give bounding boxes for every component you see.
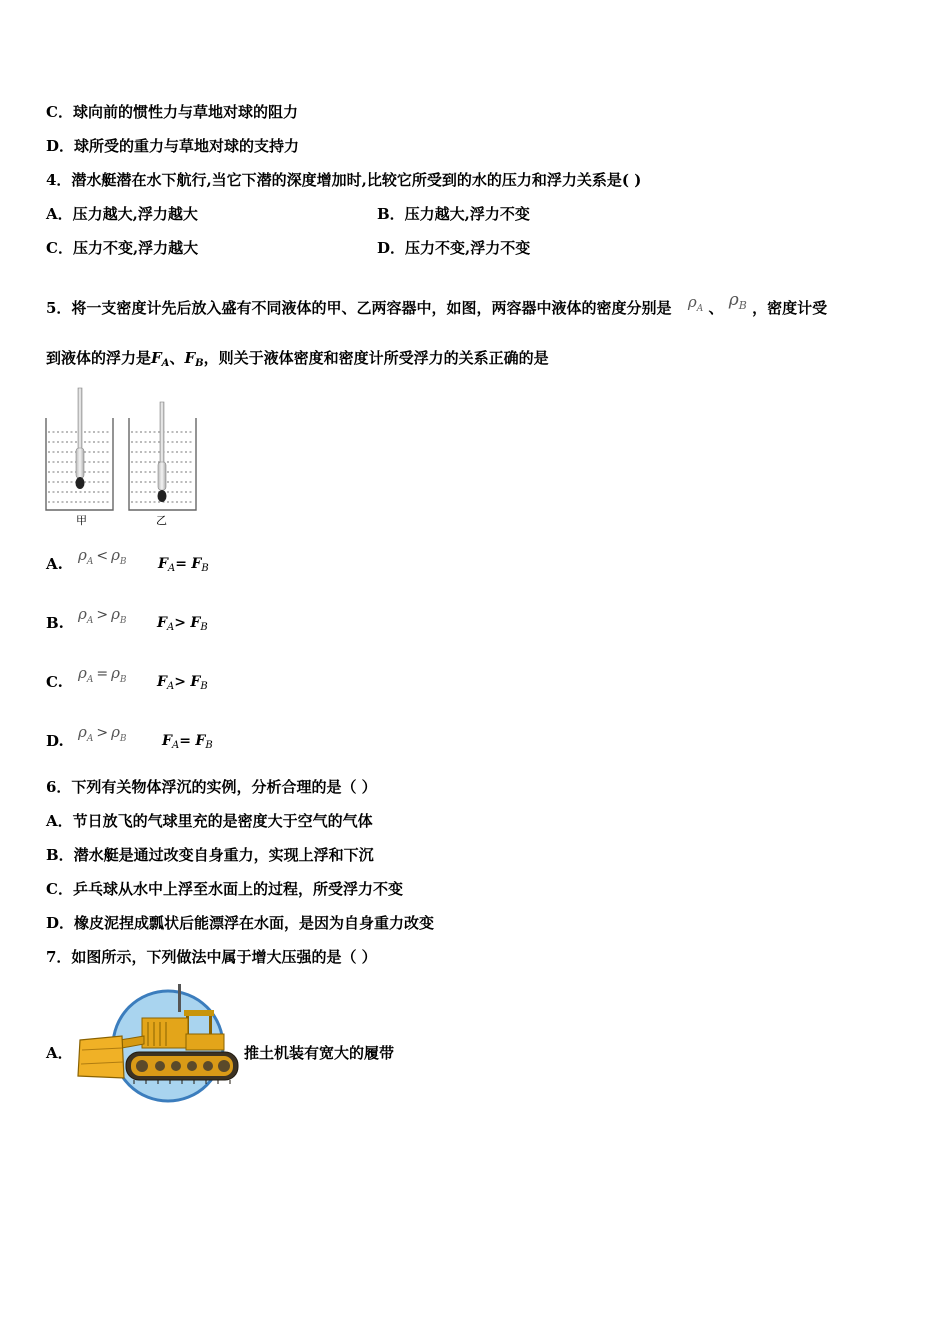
q4-stem: 4．潜水艇潜在水下航行,当它下潜的深度增加时,比较它所受到的水的压力和浮力关系是( ) (46, 171, 642, 189)
q5-stem-line2-mid: 、 (169, 349, 185, 367)
fig-label-right: 乙 (156, 514, 167, 527)
q6-option-a: A．节日放飞的气球里充的是密度大于空气的气体 (46, 812, 373, 830)
bulldozer-image (76, 980, 246, 1104)
q5-option-d-force-relation: $F_A= F_B$ (162, 733, 213, 751)
beaker-left (46, 388, 113, 510)
q4-option-d: D．压力不变,浮力不变 (377, 239, 531, 257)
q6-stem: 6．下列有关物体浮沉的实例，分析合理的是（ ） (46, 778, 377, 796)
q4-option-a: A．压力越大,浮力越大 (46, 205, 198, 223)
q5-stem-line1 (46, 290, 828, 325)
q6-option-c: C．乒乓球从水中上浮至水面上的过程，所受浮力不变 (46, 880, 403, 898)
q5-option-c-force-relation: $F_A> F_B$ (157, 674, 208, 692)
q7-option-a-text: 推土机装有宽大的履带 (244, 1044, 395, 1062)
q3-option-d: D．球所受的重力与草地对球的支持力 (46, 137, 300, 155)
q5-stem-tail: ，密度计受 (752, 299, 828, 317)
f-a-symbol: F (151, 349, 162, 367)
q5-option-a-force-relation: $F_A= F_B$ (158, 556, 209, 574)
q6-option-d: D．橡皮泥捏成瓢状后能漂浮在水面，是因为自身重力改变 (46, 914, 435, 932)
q3-option-c: C．球向前的惯性力与草地对球的阻力 (46, 103, 298, 121)
q5-option-d-label: D. (46, 732, 64, 750)
f-b-subscript: B (195, 358, 204, 369)
beaker-right (129, 402, 196, 510)
q5-separator: 、 (708, 299, 724, 317)
q4-option-b: B．压力越大,浮力不变 (377, 205, 530, 223)
q5-stem-text: 5．将一支密度计先后放入盛有不同液体的甲、乙两容器中，如图，两容器中液体的密度分别是 (46, 299, 672, 317)
f-a-subscript: A (161, 358, 170, 369)
q4-option-c: C．压力不变,浮力越大 (46, 239, 199, 257)
q5-option-a-rho-relation: $\rho_A < \rho_B$ (78, 546, 127, 567)
q7-stem: 7．如图所示，下列做法中属于增大压强的是（ ） (46, 948, 377, 966)
q5-stem-line2-post: ，则关于液体密度和密度计所受浮力的关系正确的是 (203, 349, 549, 367)
q5-option-c-rho-relation: $\rho_A = \rho_B$ (78, 664, 127, 685)
q5-stem-line2 (46, 348, 549, 374)
rho-b-subscript: B (738, 299, 747, 312)
q5-option-b-force-relation: $F_A> F_B$ (157, 615, 208, 633)
q5-option-b-rho-relation: $\rho_A > \rho_B$ (78, 605, 127, 626)
q7-option-a-label: A． (46, 1044, 73, 1062)
q5-stem-line2-pre: 到液体的浮力是 (46, 349, 152, 367)
fig-label-left: 甲 (76, 514, 87, 527)
q5-option-b-label: B. (46, 614, 64, 632)
q5-option-a-label: A. (46, 555, 63, 573)
q5-option-c-label: C. (46, 673, 63, 691)
rho-a-symbol: ρ (687, 293, 697, 311)
q6-option-b: B．潜水艇是通过改变自身重力，实现上浮和下沉 (46, 846, 374, 864)
rho-a-subscript: A (696, 304, 704, 314)
q5-option-d-rho-relation: $\rho_A > \rho_B$ (78, 723, 127, 744)
f-b-symbol: F (184, 349, 196, 367)
rho-b-symbol: ρ (728, 290, 739, 310)
hydrometer-figure (40, 386, 210, 528)
